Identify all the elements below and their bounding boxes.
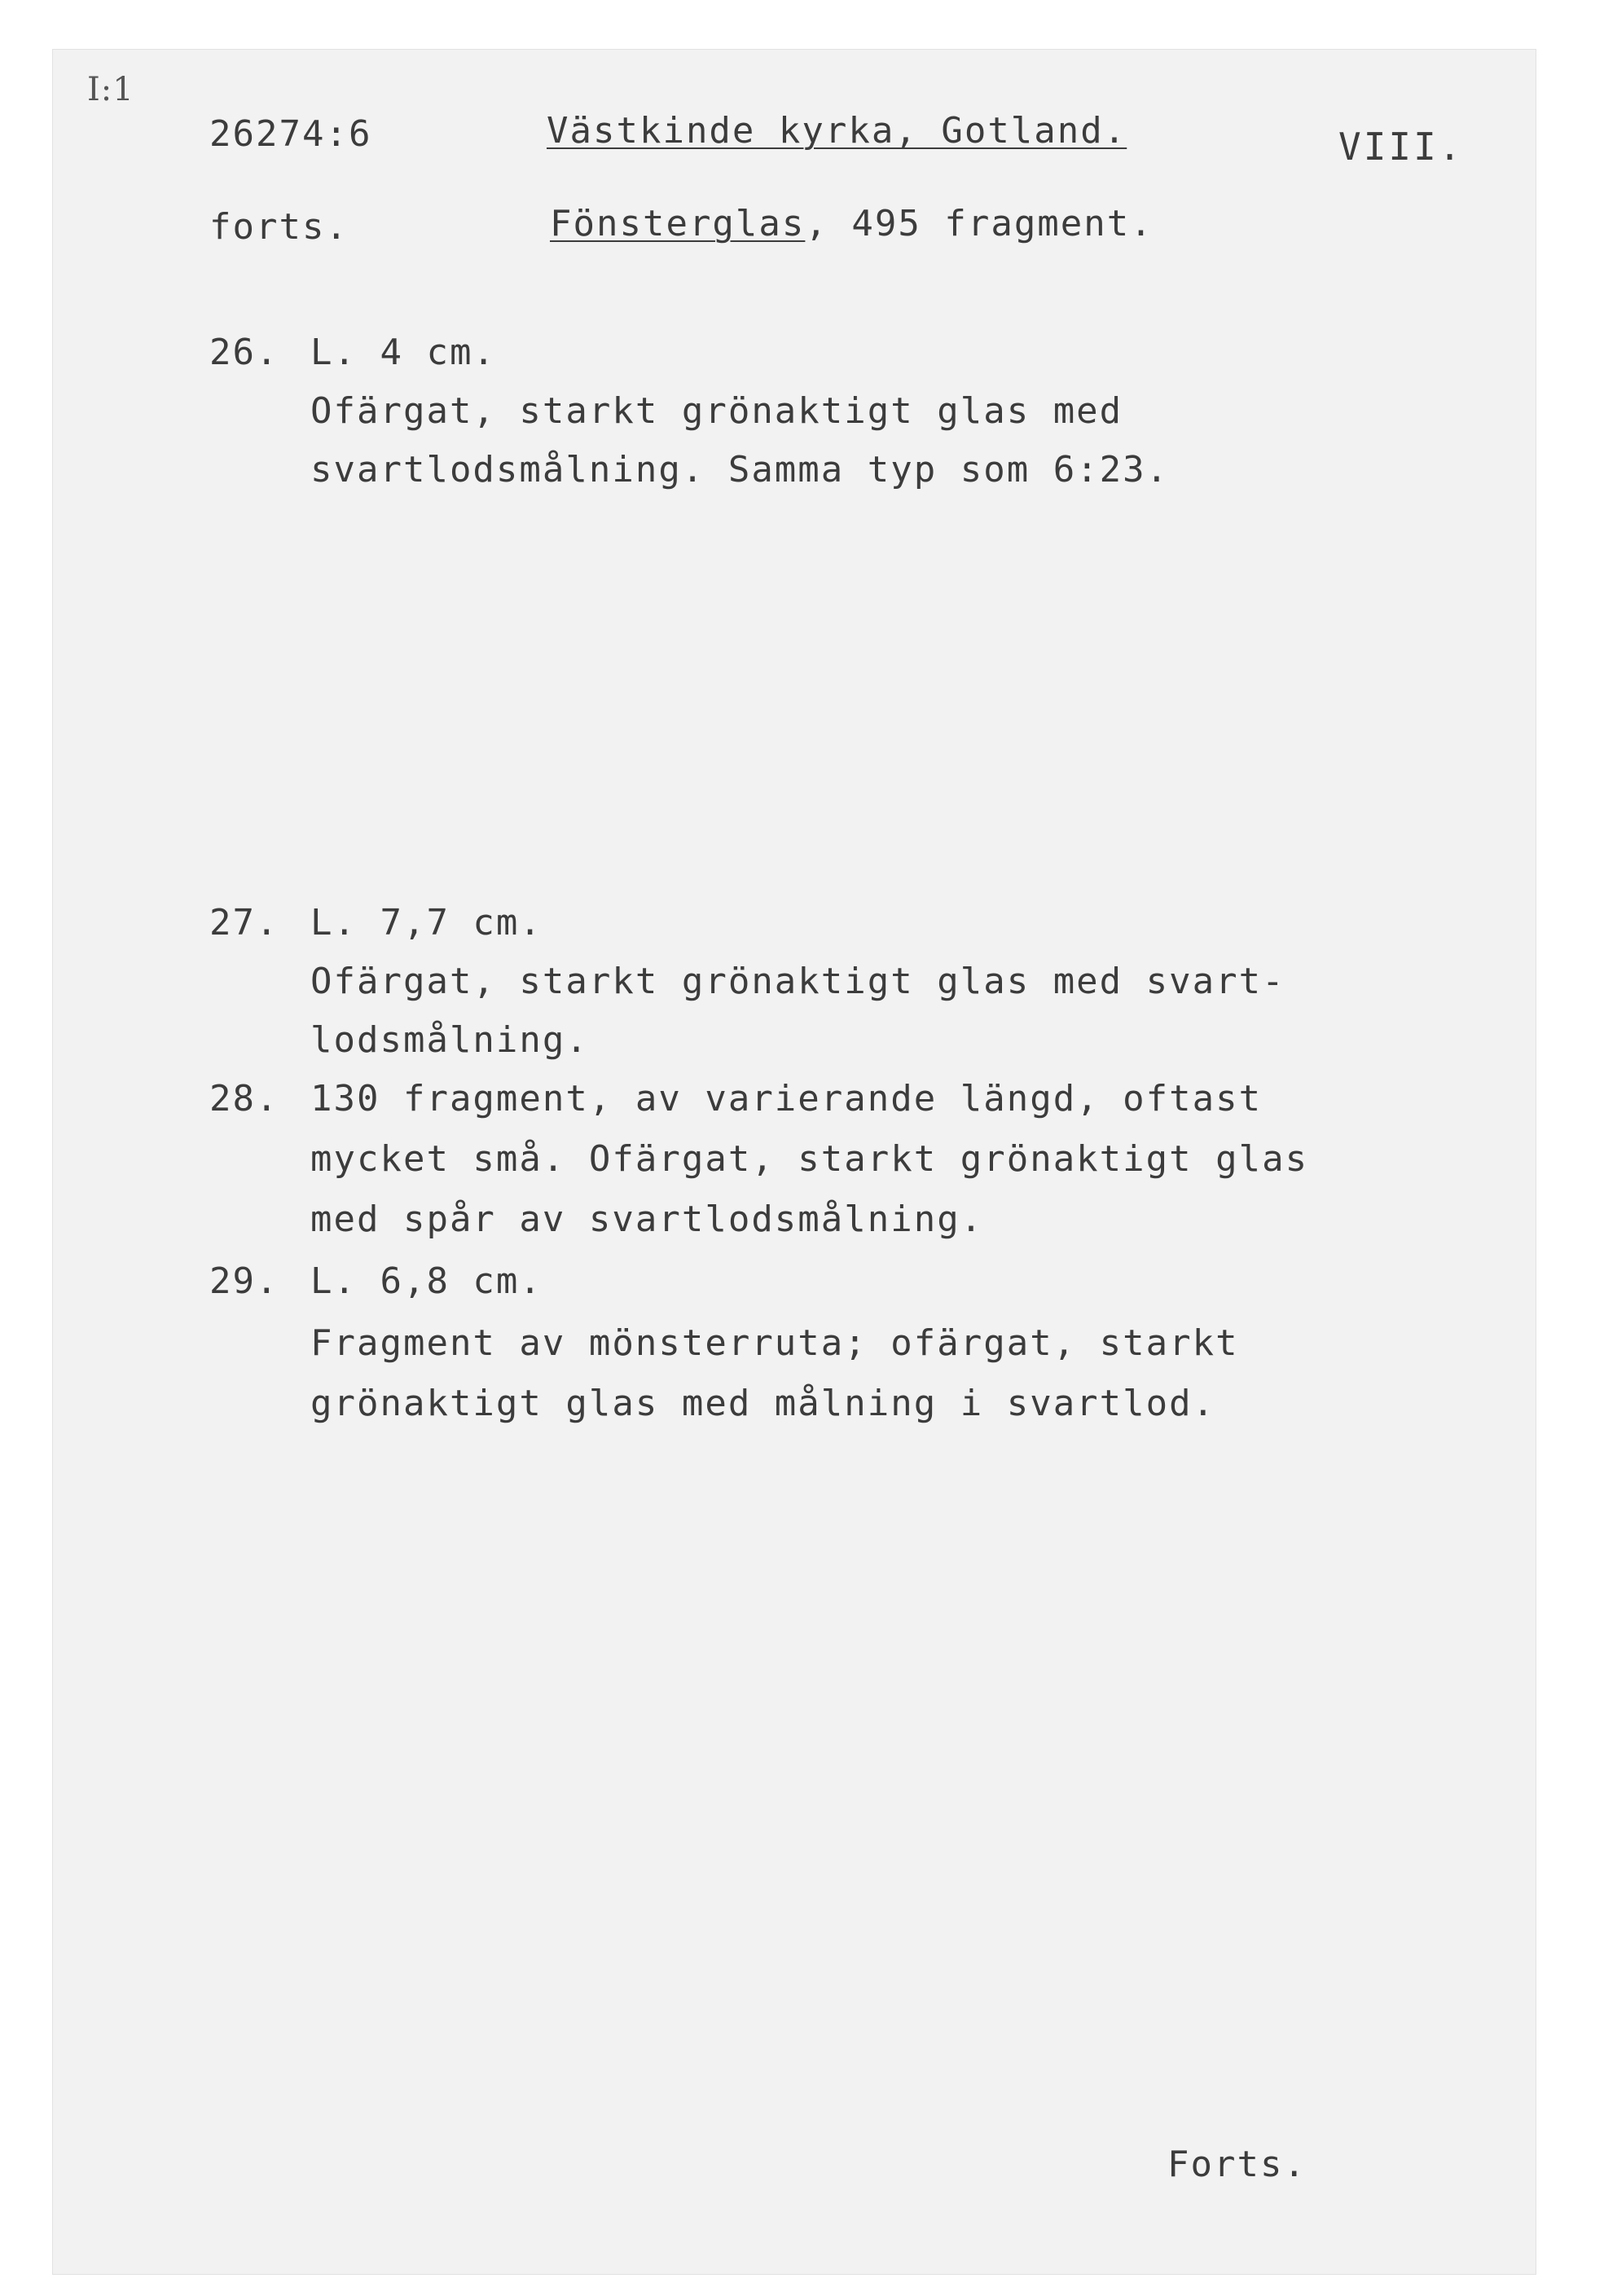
object-title: Fönsterglas <box>550 203 806 244</box>
object-heading <box>550 203 1154 244</box>
catalog-number: 26274:6 <box>209 113 372 155</box>
entry-number: 27. <box>209 902 279 943</box>
entry-line: Fragment av mönsterruta; ofärgat, starkt <box>310 1322 1239 1364</box>
entry-line: mycket små. Ofärgat, starkt grönaktigt glas <box>310 1138 1309 1180</box>
site-heading: Västkinde kyrka, Gotland. <box>547 110 1127 152</box>
entry-line: Ofärgat, starkt grönaktigt glas med svart- <box>310 961 1285 1002</box>
object-suffix: , 495 fragment. <box>805 203 1154 244</box>
entry-line: L. 6,8 cm. <box>310 1260 543 1302</box>
entry-number: 29. <box>209 1260 279 1302</box>
entry-line: grönaktigt glas med målning i svartlod. <box>310 1383 1216 1424</box>
catalog-card <box>52 49 1536 2275</box>
entry-line: med spår av svartlodsmålning. <box>310 1199 984 1240</box>
entry-number: 28. <box>209 1078 279 1119</box>
entry-number: 26. <box>209 332 279 373</box>
entry-line: svartlodsmålning. Samma typ som 6:23. <box>310 449 1170 490</box>
entry-line: L. 7,7 cm. <box>310 902 543 943</box>
entry-line: 130 fragment, av varierande längd, oftast <box>310 1078 1263 1119</box>
continued-footer: Forts. <box>1167 2144 1307 2185</box>
volume-number: VIII. <box>1338 125 1464 169</box>
entry-line: Ofärgat, starkt grönaktigt glas med <box>310 390 1123 432</box>
entry-line: L. 4 cm. <box>310 332 496 373</box>
corner-mark: I:1 <box>87 71 134 108</box>
entry-line: lodsmålning. <box>310 1019 589 1061</box>
continued-label: forts. <box>209 206 349 248</box>
